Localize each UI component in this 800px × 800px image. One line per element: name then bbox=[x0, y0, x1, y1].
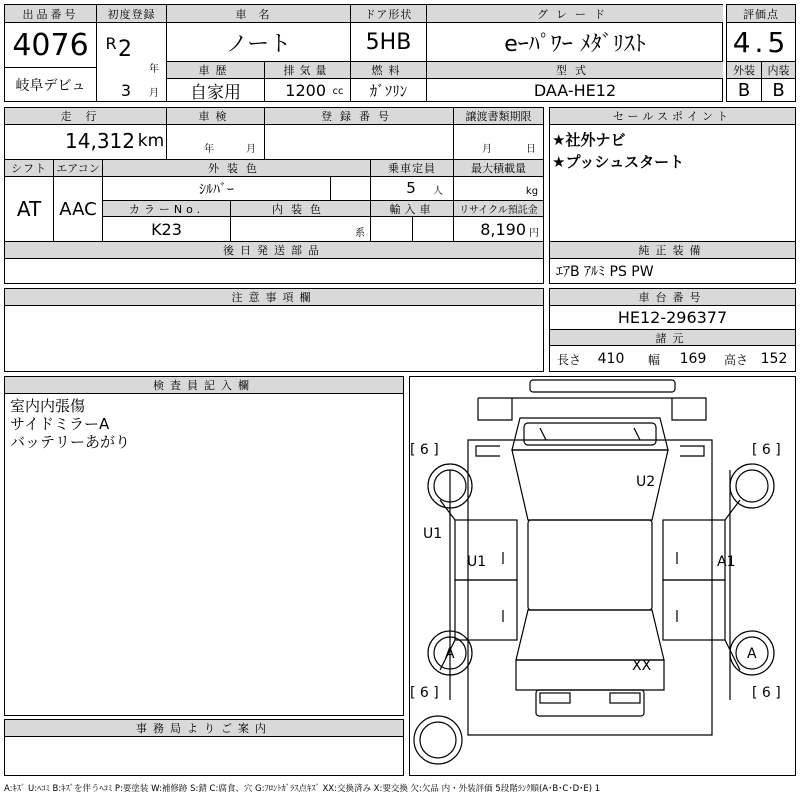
tire-depth-rear-left: [ 6 ] bbox=[410, 685, 439, 701]
chassis-number: HE12-296377 bbox=[617, 308, 728, 327]
history-label: 車歴 bbox=[167, 62, 264, 78]
interior-color-label: 内装色 bbox=[231, 201, 370, 216]
tire-depth-rear-right: [ 6 ] bbox=[752, 685, 781, 701]
damage-mark-front-fender: U1 bbox=[423, 526, 443, 542]
recycle-deposit: 8,190 bbox=[480, 219, 526, 239]
equipment: ｴｱB ｱﾙﾐ PS PW bbox=[556, 264, 654, 280]
transfer-day-unit: 日 bbox=[526, 143, 536, 155]
sales-point-item: ★プッシュスタート bbox=[552, 152, 685, 171]
grade: eｰﾊﾟﾜｰ ﾒﾀﾞﾘｽﾄ bbox=[504, 31, 646, 57]
damage-mark-rear-door: A1 bbox=[717, 554, 736, 570]
auction-branch: 岐阜デビュ bbox=[15, 77, 86, 94]
year-unit: 年 bbox=[149, 63, 159, 75]
mileage-unit: km bbox=[137, 131, 165, 151]
displacement-label: 排気量 bbox=[265, 62, 350, 78]
model-code: DAA-HE12 bbox=[533, 80, 617, 100]
damage-mark-roof: U2 bbox=[636, 474, 656, 490]
mileage-label: 走行 bbox=[5, 108, 166, 124]
era: R bbox=[105, 33, 117, 53]
mileage: 14,312 bbox=[65, 129, 135, 153]
model-code-label: 型式 bbox=[427, 62, 723, 78]
air-conditioner: AAC bbox=[59, 198, 97, 220]
width: 169 bbox=[679, 351, 707, 367]
shift-label: シフト bbox=[5, 160, 53, 176]
capacity-label: 乗車定員 bbox=[371, 160, 453, 176]
tire-depth-front-right: [ 6 ] bbox=[752, 442, 781, 458]
inspection-month-unit: 月 bbox=[246, 143, 256, 155]
damage-mark-left-wheel: A bbox=[445, 646, 455, 662]
max-load-label: 最大積載量 bbox=[454, 160, 543, 176]
later-parts-label: 後日発送部品 bbox=[5, 242, 543, 258]
registration-year: 2 bbox=[118, 36, 132, 62]
tire-depth-front-left: [ 6 ] bbox=[410, 442, 439, 458]
damage-mark-front-door: U1 bbox=[467, 554, 487, 570]
notes-label: 注意事項欄 bbox=[5, 289, 543, 305]
interior-color-unit: 系 bbox=[355, 227, 365, 239]
height-label: 高さ bbox=[723, 352, 748, 367]
car-name: ノート bbox=[225, 31, 292, 57]
length: 410 bbox=[597, 351, 625, 367]
capacity-unit: 人 bbox=[433, 185, 443, 197]
car-name-label: 車名 bbox=[167, 5, 350, 22]
recycle-deposit-unit: 円 bbox=[529, 227, 539, 239]
lot-number-label: 出品番号 bbox=[5, 5, 96, 22]
inspector-remark: バッテリーあがり bbox=[10, 433, 131, 451]
shift: AT bbox=[16, 197, 42, 221]
damage-mark-right-wheel: A bbox=[747, 646, 757, 662]
interior-grade: B bbox=[772, 79, 785, 101]
inspector-remark: サイドミラーA bbox=[10, 415, 110, 433]
length-label: 長さ bbox=[556, 352, 581, 367]
score-label: 評価点 bbox=[727, 5, 795, 22]
registration-number-label: 登録番号 bbox=[265, 108, 453, 124]
overall-score: 4.5 bbox=[732, 25, 790, 59]
inspection-label: 車検 bbox=[167, 108, 264, 124]
dimensions-label: 諸元 bbox=[550, 330, 795, 345]
inspection-year-unit: 年 bbox=[204, 143, 214, 155]
interior-grade-label: 内装 bbox=[762, 62, 795, 78]
displacement-unit: cc bbox=[332, 85, 344, 97]
month-unit: 月 bbox=[149, 87, 159, 99]
door-type-label: ドア形状 bbox=[351, 5, 426, 22]
exterior-grade-label: 外装 bbox=[727, 62, 761, 78]
displacement: 1200 bbox=[285, 80, 326, 100]
max-load-unit: kg bbox=[525, 185, 539, 197]
air-conditioner-label: エアコン bbox=[54, 160, 102, 176]
transfer-deadline-label: 譲渡書類期限 bbox=[454, 108, 543, 124]
damage-legend: A:ｷｽﾞ U:ﾍｺﾐ B:ｷｽﾞを伴うﾍｺﾐ P:要塗装 W:補修跡 S:錆 C:腐食、穴 G:ﾌﾛﾝﾄｶﾞﾗｽ点ｷｽﾞ XX:交換済み X:要交換 欠:欠品 内・外装評価 5段階ﾗﾝｸ順(A･B･C･D･E) 1 bbox=[4, 784, 601, 794]
lot-number: 4076 bbox=[12, 27, 89, 63]
transfer-month-unit: 月 bbox=[482, 143, 492, 155]
history: 自家用 bbox=[190, 82, 241, 103]
first-registration-label: 初度登録 bbox=[97, 5, 166, 22]
registration-month: 3 bbox=[120, 80, 132, 100]
color-number: K23 bbox=[151, 219, 182, 239]
capacity: 5 bbox=[406, 179, 416, 197]
damage-mark-rear: XX bbox=[632, 658, 652, 674]
exterior-grade: B bbox=[737, 79, 751, 101]
import-label: 輸入車 bbox=[371, 201, 453, 216]
recycle-deposit-label: リサイクル預託金 bbox=[454, 201, 543, 216]
height: 152 bbox=[760, 351, 788, 367]
grade-label: グレード bbox=[427, 5, 723, 22]
office-notice-label: 事務局よりご案内 bbox=[5, 720, 403, 736]
exterior-color: ｼﾙﾊﾞｰ bbox=[199, 181, 234, 198]
color-number-label: カラーNo. bbox=[103, 201, 230, 216]
width-label: 幅 bbox=[647, 352, 660, 367]
exterior-color-label: 外装色 bbox=[103, 160, 370, 176]
inspector-remark: 室内内張傷 bbox=[10, 397, 86, 415]
fuel-label: 燃料 bbox=[351, 62, 426, 78]
sales-points-label: セールスポイント bbox=[550, 108, 795, 124]
fuel: ｶﾞｿﾘﾝ bbox=[369, 81, 408, 100]
equipment-label: 純正装備 bbox=[550, 242, 795, 258]
door-type: 5HB bbox=[365, 29, 412, 55]
inspector-label: 検査員記入欄 bbox=[5, 377, 403, 393]
chassis-number-label: 車台番号 bbox=[550, 289, 795, 305]
sales-point-item: ★社外ナビ bbox=[552, 130, 626, 149]
